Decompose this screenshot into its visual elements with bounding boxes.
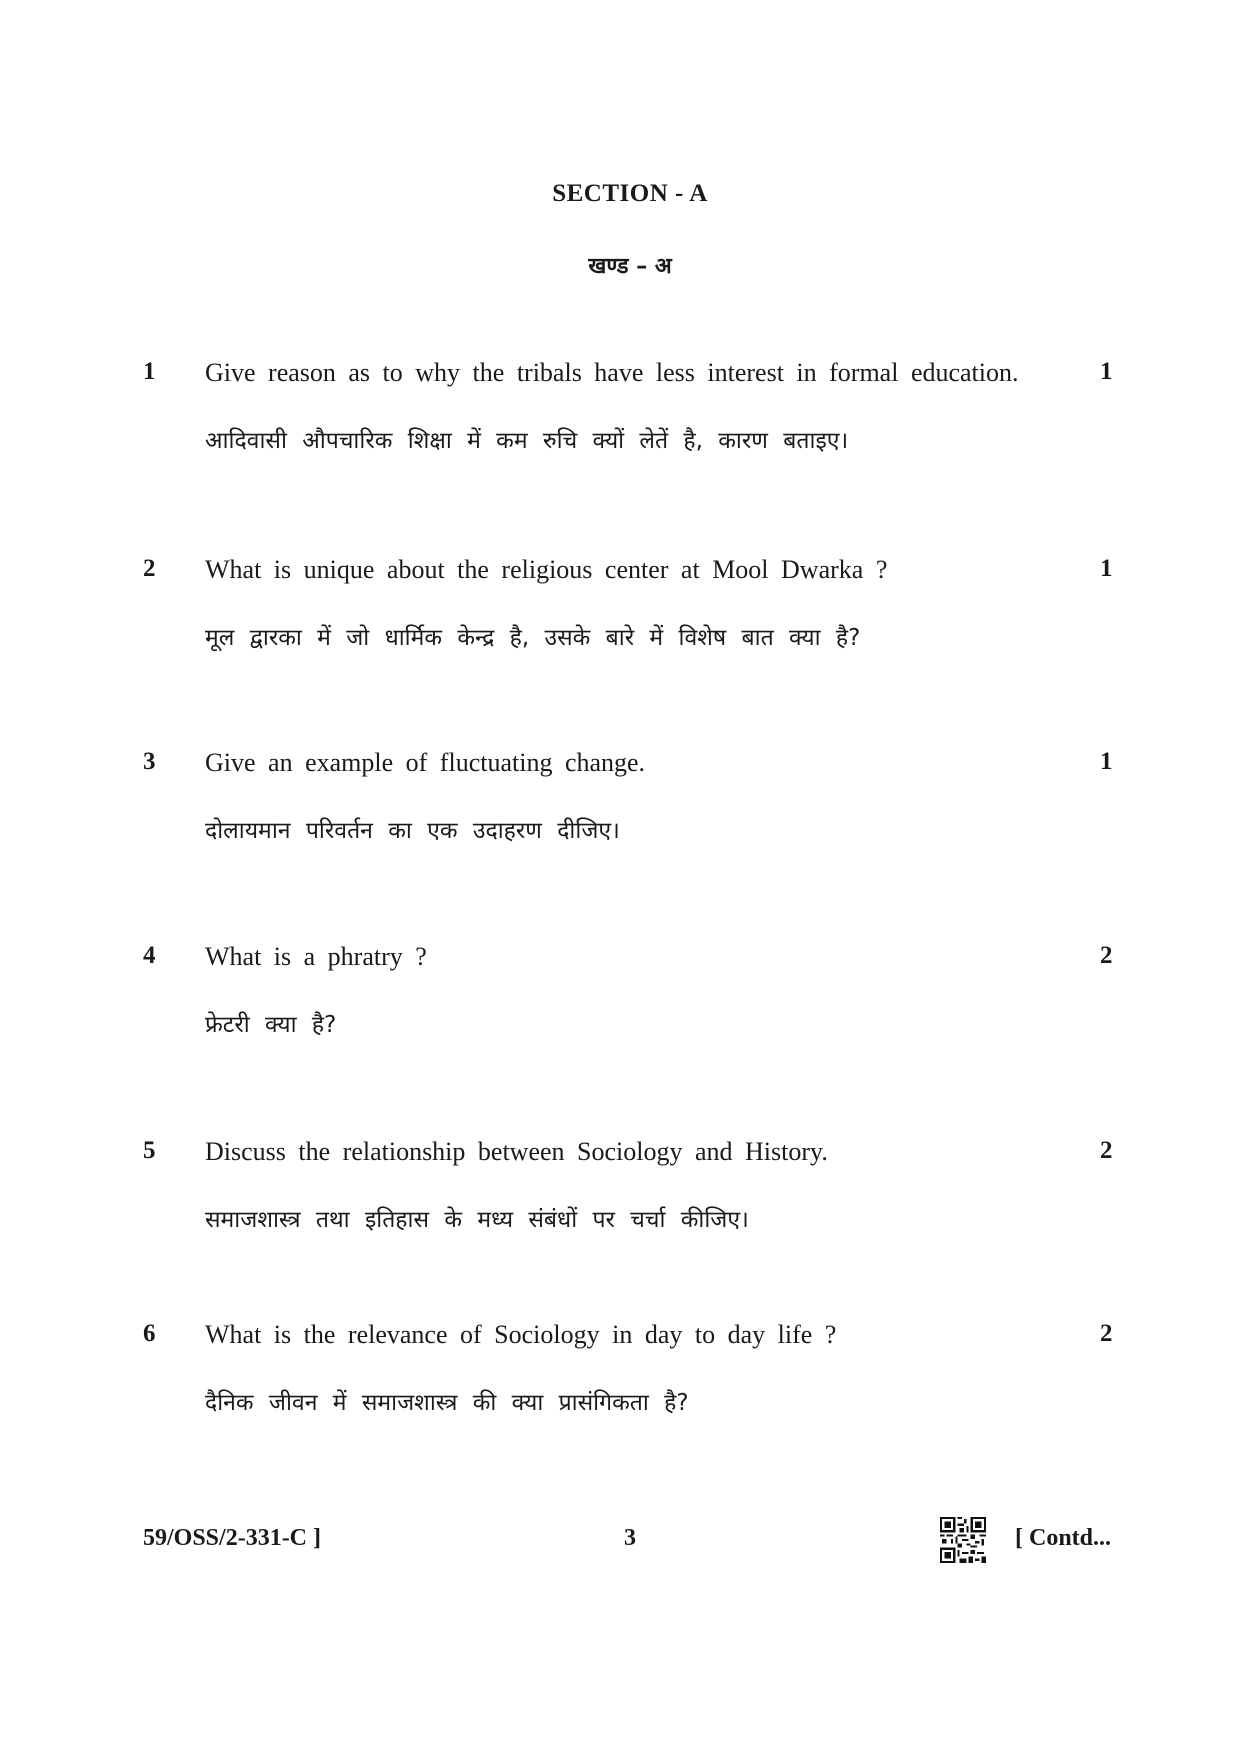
- question-marks: 1: [1100, 748, 1113, 775]
- question-text-english: Give an example of fluctuating change.: [205, 748, 646, 777]
- question-text-hindi: फ्रेटरी क्या है?: [205, 1012, 337, 1038]
- question-number: 3: [143, 748, 156, 775]
- question-marks: 1: [1100, 358, 1113, 385]
- question-text-hindi: दैनिक जीवन में समाजशास्त्र की क्या प्रासंगिकता है?: [205, 1390, 689, 1416]
- section-title: SECTION - A: [552, 180, 708, 207]
- continued-label: [ Contd...: [1015, 1525, 1112, 1551]
- question-number: 5: [143, 1137, 156, 1164]
- question-number: 6: [143, 1320, 156, 1347]
- page-number: 3: [624, 1525, 636, 1551]
- paper-code: 59/OSS/2-331-C ]: [143, 1525, 322, 1551]
- question-marks: 2: [1100, 942, 1113, 969]
- question-text-hindi: दोलायमान परिवर्तन का एक उदाहरण दीजिए।: [205, 818, 620, 844]
- question-text-hindi: समाजशास्त्र तथा इतिहास के मध्य संबंधों पर चर्चा कीजिए।: [205, 1207, 749, 1233]
- question-number: 1: [143, 358, 156, 385]
- question-text-english: Discuss the relationship between Sociology and History.: [205, 1137, 828, 1166]
- question-marks: 1: [1100, 555, 1113, 582]
- question-number: 2: [143, 555, 156, 582]
- question-text-english: What is unique about the religious center at Mool Dwarka ?: [205, 555, 888, 584]
- qr-code-icon: [940, 1517, 986, 1563]
- question-text-english: Give reason as to why the tribals have less interest in formal education.: [205, 358, 1019, 387]
- question-text-hindi: आदिवासी औपचारिक शिक्षा में कम रुचि क्यों लेतें है, कारण बताइए।: [205, 428, 849, 454]
- question-marks: 2: [1100, 1320, 1113, 1347]
- question-number: 4: [143, 942, 156, 969]
- question-text-english: What is a phratry ?: [205, 942, 427, 971]
- question-text-english: What is the relevance of Sociology in day to day life ?: [205, 1320, 837, 1349]
- section-title-hindi: खण्ड – अ: [588, 254, 672, 279]
- question-marks: 2: [1100, 1137, 1113, 1164]
- question-text-hindi: मूल द्वारका में जो धार्मिक केन्द्र है, उसके बारे में विशेष बात क्या है?: [205, 625, 861, 651]
